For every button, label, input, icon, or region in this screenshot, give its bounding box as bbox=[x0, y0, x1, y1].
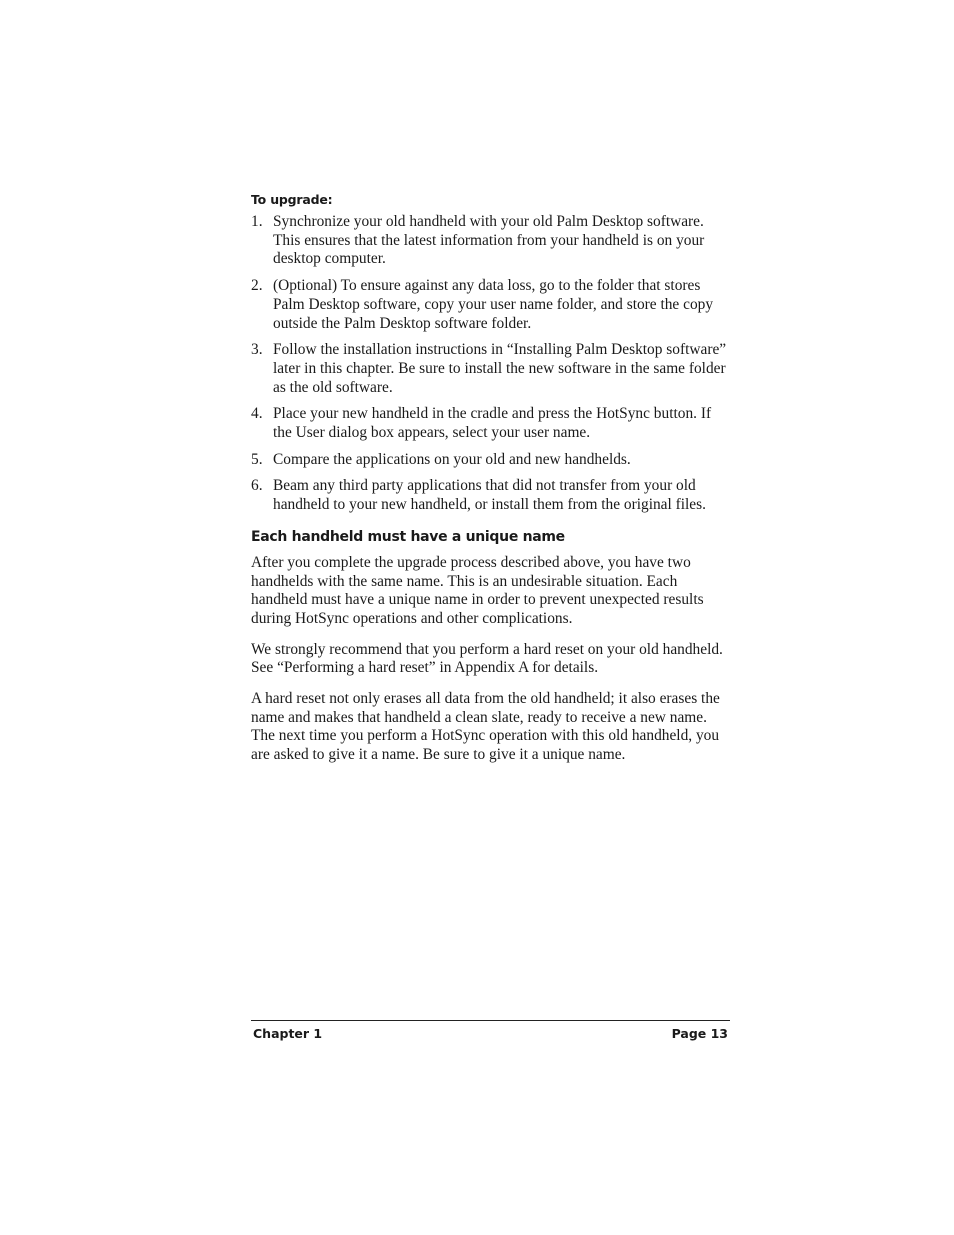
step-number: 6. bbox=[251, 477, 263, 495]
body-paragraph: We strongly recommend that you perform a hard reset on your old handheld. See “Performing a hard reset” in Appendix A for details. bbox=[251, 640, 723, 677]
list-item bbox=[251, 277, 729, 333]
footer-row bbox=[251, 1021, 730, 1042]
list-item bbox=[251, 477, 729, 514]
step-text: Follow the installation instructions in “Installing Palm Desktop software” later in this chapter. Be sure to install the new software in the same folder as the old software. bbox=[273, 341, 727, 396]
step-number: 3. bbox=[251, 341, 263, 359]
list-item bbox=[251, 405, 729, 442]
footer-chapter-label: Chapter 1 bbox=[253, 1026, 323, 1041]
step-number: 4. bbox=[251, 405, 263, 423]
step-text: Beam any third party applications that did not transfer from your old handheld to your new handheld, or install them from the original files. bbox=[273, 477, 706, 514]
list-item bbox=[251, 341, 729, 397]
body-paragraph: A hard reset not only erases all data from the old handheld; it also erases the name and makes that handheld a clean slate, ready to receive a new name. The next time you perform a HotSync operation with this old handheld, you are asked to give it a name. Be sure to give it a unique name. bbox=[251, 690, 720, 764]
footer-page-number: Page 13 bbox=[671, 1026, 728, 1041]
step-number: 5. bbox=[251, 450, 263, 468]
body-paragraph: After you complete the upgrade process described above, you have two handhelds with the same name. This is an undesirable situation. Each handheld must have a unique name in order to prevent unexpected results during HotSync operations and other complications. bbox=[251, 553, 704, 627]
procedure-heading: To upgrade: bbox=[251, 192, 333, 207]
list-item bbox=[251, 213, 729, 269]
step-number: 2. bbox=[251, 277, 263, 295]
step-text: (Optional) To ensure against any data loss, go to the folder that stores Palm Desktop software, copy your user name folder, and store the copy outside the Palm Desktop software folder. bbox=[273, 277, 714, 332]
page-footer bbox=[251, 1020, 730, 1042]
step-text: Compare the applications on your old and new handhelds. bbox=[273, 450, 631, 468]
page-content bbox=[251, 191, 729, 777]
step-number: 1. bbox=[251, 213, 263, 230]
step-text: Synchronize your old handheld with your old Palm Desktop software. This ensures that the latest information from your handheld is on your desktop computer. bbox=[273, 213, 705, 268]
list-item bbox=[251, 451, 729, 470]
upgrade-steps-list bbox=[251, 213, 729, 515]
section-heading: Each handheld must have a unique name bbox=[251, 528, 565, 545]
step-text: Place your new handheld in the cradle and press the HotSync button. If the User dialog box appears, select your user name. bbox=[273, 405, 712, 442]
